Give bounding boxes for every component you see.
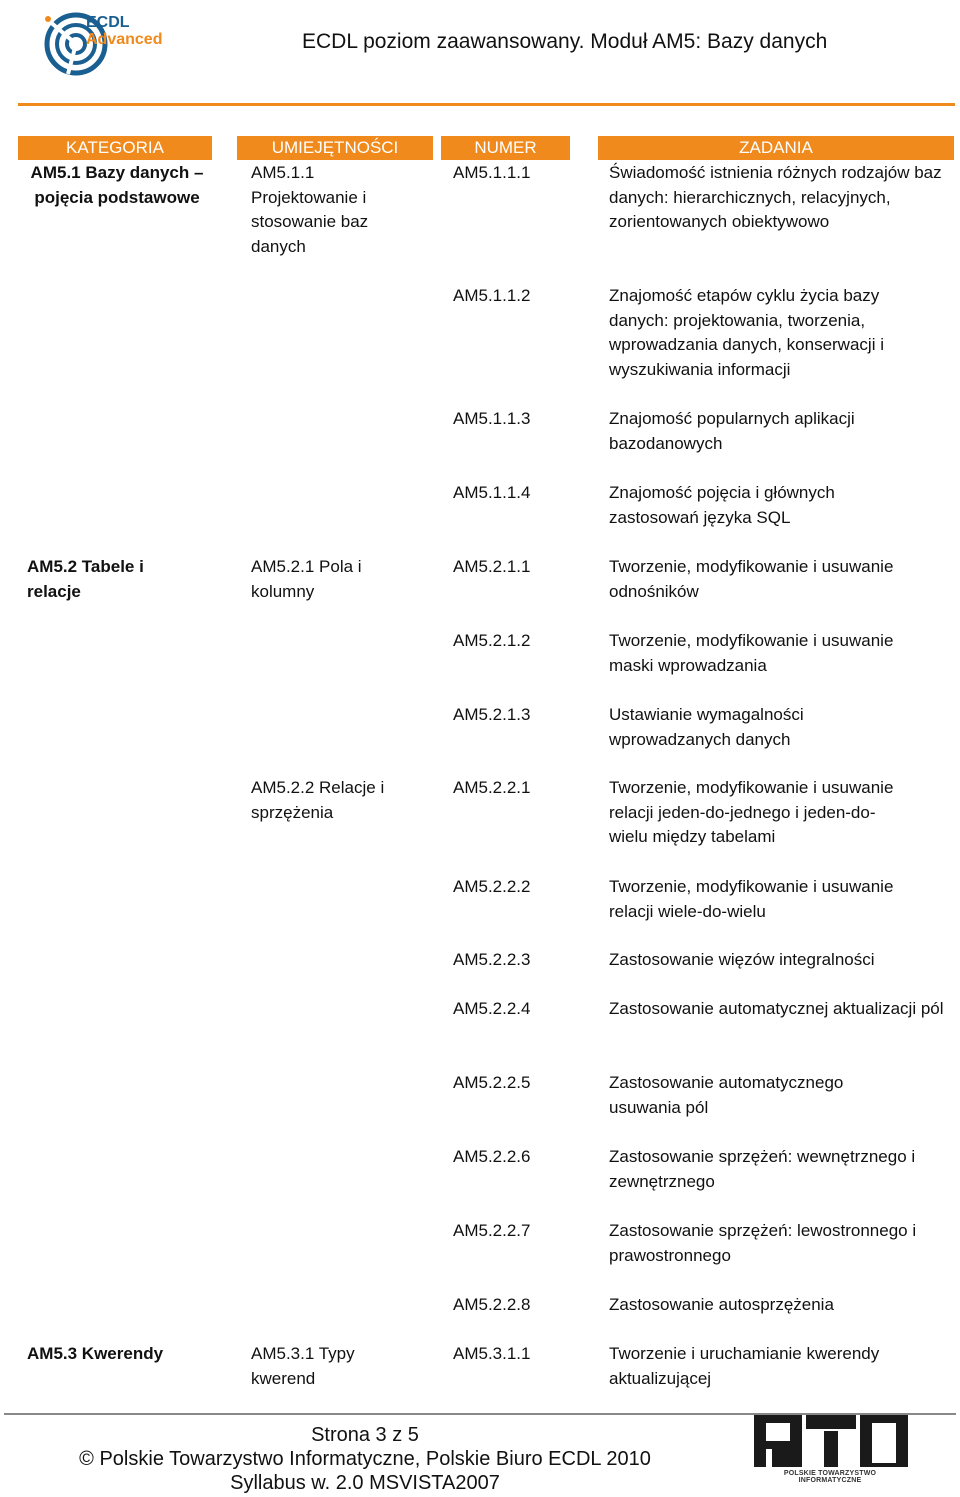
task-number: AM5.1.1.4 <box>453 483 531 502</box>
task-description: Zastosowanie autosprzężenia <box>609 1295 834 1314</box>
task-description: Tworzenie, modyfikowanie i usuwanie relacji wiele-do-wielu <box>609 877 894 921</box>
task-number: AM5.2.1.1 <box>453 557 531 576</box>
page-number: Strona 3 z 5 <box>311 1424 419 1446</box>
task-number: AM5.1.1.2 <box>453 286 531 305</box>
task-description: Tworzenie, modyfikowanie i usuwanie maski wprowadzania <box>609 631 894 675</box>
skill-cell: AM5.1.1 Projektowanie i stosowanie baz danych <box>251 163 369 256</box>
skill-cell: AM5.2.2 Relacje i sprzężenia <box>251 778 385 822</box>
task-description: Tworzenie, modyfikowanie i usuwanie odnośników <box>609 557 894 601</box>
task-description: Zastosowanie automatycznej aktualizacji pól <box>609 999 944 1018</box>
task-number: AM5.2.2.4 <box>453 999 531 1018</box>
column-header-category: KATEGORIA <box>18 136 212 160</box>
pti-logo-caption: POLSKIE TOWARZYSTWO INFORMATYCZNE <box>783 1470 877 1484</box>
task-number: AM5.2.2.2 <box>453 877 531 896</box>
category-cell: AM5.3 Kwerendy <box>27 1344 164 1363</box>
document-title: ECDL poziom zaawansowany. Moduł AM5: Bazy danych <box>302 30 828 53</box>
task-number: AM5.2.2.5 <box>453 1073 531 1092</box>
copyright-notice: © Polskie Towarzystwo Informatyczne, Polskie Biuro ECDL 2010 <box>79 1448 651 1470</box>
task-description: Znajomość popularnych aplikacji bazodanowych <box>609 409 855 453</box>
task-number: AM5.2.2.3 <box>453 950 531 969</box>
task-description: Tworzenie i uruchamianie kwerendy aktualizującej <box>609 1344 880 1388</box>
task-description: Tworzenie, modyfikowanie i usuwanie relacji jeden-do-jednego i jeden-do-wielu między tabelami <box>609 778 894 846</box>
task-number: AM5.3.1.1 <box>453 1344 531 1363</box>
skill-cell: AM5.3.1 Typy kwerend <box>251 1344 355 1388</box>
column-header-tasks: ZADANIA <box>598 136 954 160</box>
task-number: AM5.1.1.3 <box>453 409 531 428</box>
task-number: AM5.2.2.8 <box>453 1295 531 1314</box>
task-description: Znajomość etapów cyklu życia bazy danych: projektowania, tworzenia, wprowadzania danych, konserwacji i wyszukiwania informacji <box>609 286 884 379</box>
category-cell: AM5.2 Tabele i relacje <box>27 557 144 601</box>
task-number: AM5.2.1.3 <box>453 705 531 724</box>
task-description: Świadomość istnienia różnych rodzajów baz danych: hierarchicznych, relacyjnych, zorientowanych obiektywowo <box>609 163 942 231</box>
task-description: Zastosowanie więzów integralności <box>609 950 875 969</box>
task-number: AM5.2.2.1 <box>453 778 531 797</box>
task-number: AM5.2.2.7 <box>453 1221 531 1240</box>
task-description: Zastosowanie sprzężeń: lewostronnego i prawostronnego <box>609 1221 917 1265</box>
column-header-number: NUMER <box>441 136 570 160</box>
task-description: Znajomość pojęcia i głównych zastosowań języka SQL <box>609 483 835 527</box>
header-divider <box>18 103 955 106</box>
task-description: Zastosowanie automatycznego usuwania pól <box>609 1073 844 1117</box>
task-description: Ustawianie wymagalności wprowadzanych danych <box>609 705 804 749</box>
column-header-skills: UMIEJĘTNOŚCI <box>237 136 433 160</box>
ecdl-logo-text: ECDL Advanced <box>86 14 163 48</box>
task-number: AM5.1.1.1 <box>453 163 531 182</box>
syllabus-version: Syllabus w. 2.0 MSVISTA2007 <box>230 1472 500 1494</box>
category-cell: AM5.1 Bazy danych – pojęcia podstawowe <box>30 163 204 207</box>
task-number: AM5.2.2.6 <box>453 1147 531 1166</box>
task-number: AM5.2.1.2 <box>453 631 531 650</box>
task-description: Zastosowanie sprzężeń: wewnętrznego i zewnętrznego <box>609 1147 916 1191</box>
skill-cell: AM5.2.1 Pola i kolumny <box>251 557 362 601</box>
page-header <box>0 0 960 110</box>
